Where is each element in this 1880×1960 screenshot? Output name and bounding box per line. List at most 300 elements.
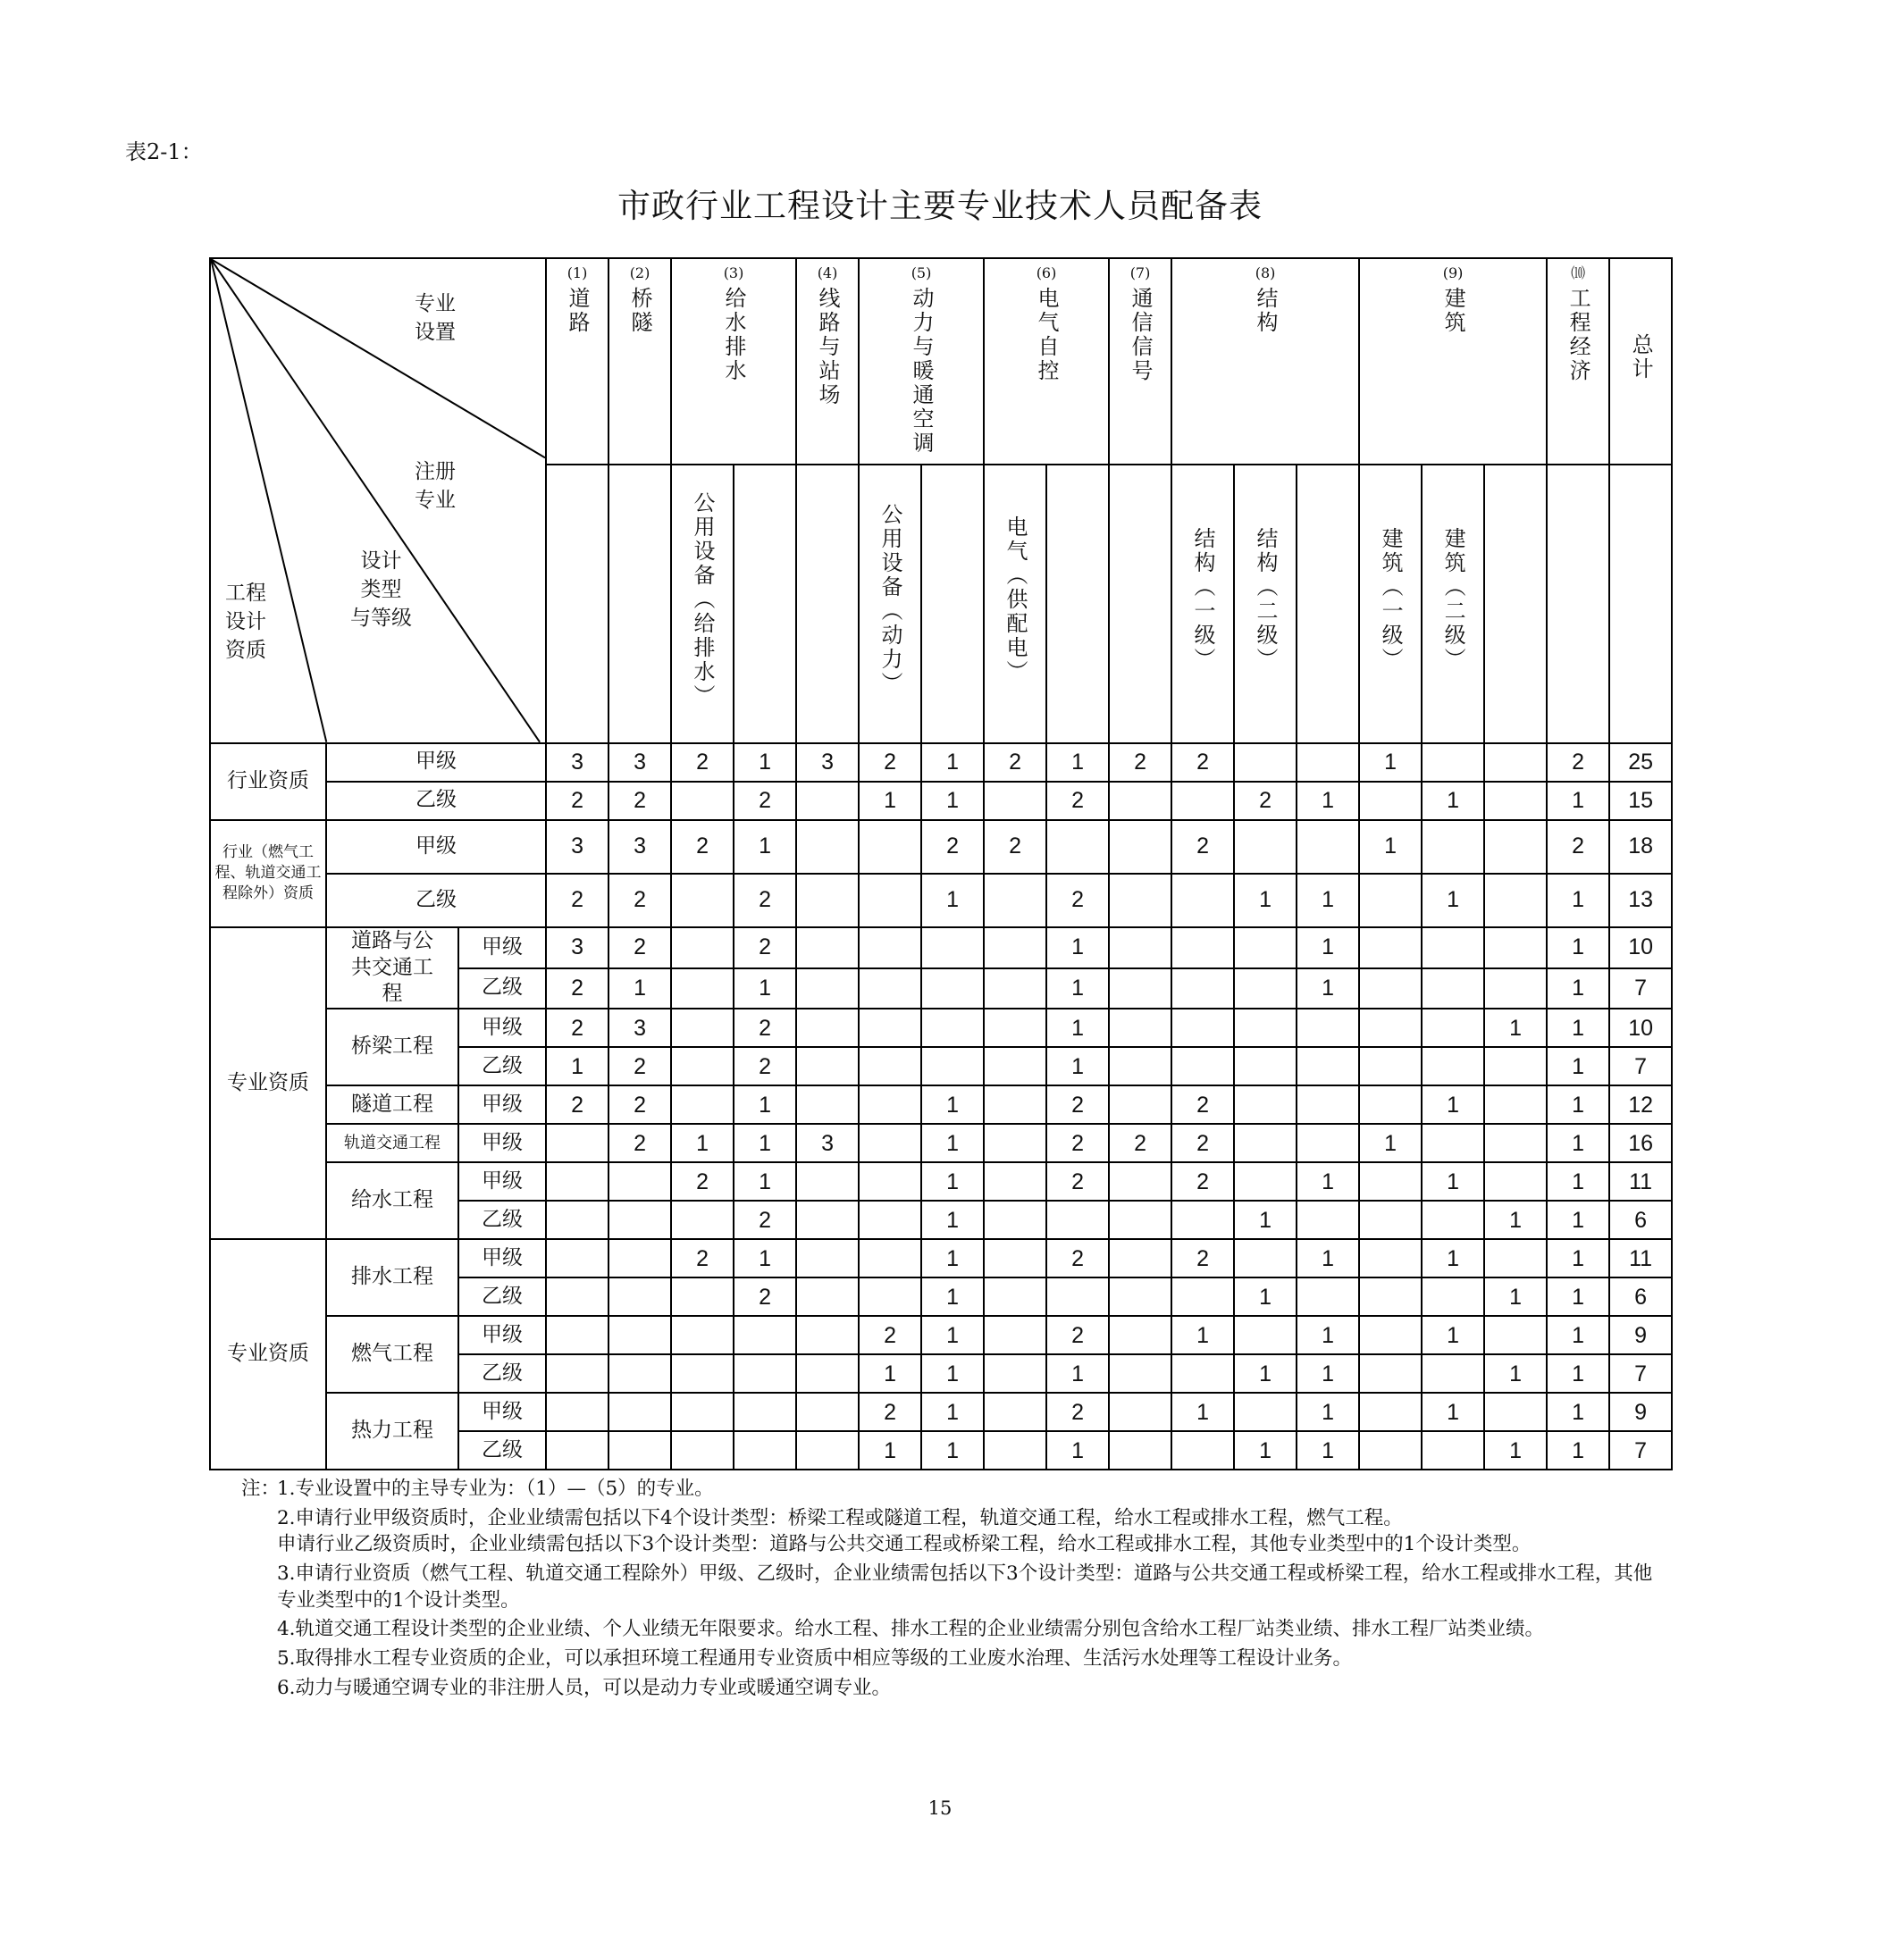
value-cell: 1 [921,1201,984,1239]
value-cell: 1 [1422,782,1484,820]
registered-header [796,465,859,743]
value-cell [1422,1431,1484,1470]
value-cell [546,1316,608,1354]
value-cell [984,968,1046,1009]
major-name: 电气自控 [1034,286,1060,383]
value-cell: 1 [1234,1354,1297,1393]
grade-cell: 乙级 [458,1277,546,1316]
registered-header [1171,465,1234,743]
value-cell [796,1085,859,1124]
value-cell [859,1047,921,1085]
registered-name: 结构（一级） [1190,527,1216,673]
value-cell [984,1201,1046,1239]
value-cell [1359,1047,1422,1085]
value-cell [796,968,859,1009]
registered-header [1547,465,1609,743]
value-cell: 2 [546,1009,608,1047]
value-cell: 3 [608,820,671,874]
value-cell: 1 [1547,1085,1609,1124]
value-cell: 1 [1547,1354,1609,1393]
value-cell [796,927,859,968]
value-cell [1171,874,1234,927]
value-cell [671,1047,734,1085]
major-index: (7) [1129,264,1151,281]
registered-header [1422,465,1484,743]
value-cell [796,874,859,927]
value-cell: 1 [1046,1009,1109,1047]
value-cell [671,1201,734,1239]
grade-cell: 甲级 [458,927,546,968]
major-index: (9) [1442,264,1464,281]
design-type-cell: 桥梁工程 [326,1009,458,1085]
value-cell: 2 [1171,1162,1234,1201]
value-cell: 1 [1484,1431,1547,1470]
value-cell [546,1393,608,1431]
value-cell [734,1431,796,1470]
major-index: (3) [723,264,744,281]
value-cell: 2 [1046,1239,1109,1277]
value-cell [671,968,734,1009]
value-cell: 3 [796,743,859,782]
design-type-cell: 燃气工程 [326,1316,458,1393]
value-cell: 3 [608,1009,671,1047]
value-cell: 2 [608,927,671,968]
table-row [210,743,1672,782]
note-item: 1.专业设置中的主导专业为：（1）—（5）的专业。 [277,1478,714,1500]
value-cell [608,1431,671,1470]
registered-header [984,465,1046,743]
value-cell: 1 [921,1162,984,1201]
value-cell: 2 [671,1239,734,1277]
page-title: 市政行业工程设计主要专业技术人员配备表 [617,187,1263,225]
value-cell: 10 [1609,1009,1672,1047]
value-cell: 2 [734,1201,796,1239]
value-cell [546,1431,608,1470]
value-cell [1359,1431,1422,1470]
design-type-cell: 隧道工程 [326,1085,458,1124]
value-cell [1234,743,1297,782]
value-cell: 1 [921,1124,984,1162]
value-cell [734,1354,796,1393]
value-cell: 2 [608,1085,671,1124]
value-cell [1234,820,1297,874]
grade-cell: 乙级 [326,874,546,927]
value-cell [1359,1239,1422,1277]
value-cell [608,1354,671,1393]
value-cell: 1 [1547,927,1609,968]
value-cell: 1 [1484,1277,1547,1316]
table-row [210,820,1672,874]
value-cell: 1 [921,874,984,927]
value-cell [1422,820,1484,874]
value-cell [796,1239,859,1277]
value-cell: 16 [1609,1124,1672,1162]
value-cell: 1 [921,1393,984,1431]
value-cell: 3 [546,743,608,782]
table-row [210,927,1672,968]
diagonal-lines [211,259,545,742]
value-cell: 1 [1359,820,1422,874]
value-cell [1422,1201,1484,1239]
major-header [546,258,608,465]
design-type-cell: 轨道交通工程 [326,1124,458,1162]
value-cell: 15 [1609,782,1672,820]
value-cell: 13 [1609,874,1672,927]
value-cell [1297,743,1359,782]
label-reg-prof: 注册 专业 [415,460,456,513]
value-cell: 1 [1297,1431,1359,1470]
major-name: 通信信号 [1128,286,1154,383]
value-cell: 1 [921,743,984,782]
grade-cell: 乙级 [458,1354,546,1393]
value-cell [1422,743,1484,782]
value-cell [1109,782,1171,820]
value-cell: 1 [1171,1316,1234,1354]
value-cell: 1 [734,968,796,1009]
value-cell [1046,1201,1109,1239]
note-item: 6.动力与暖通空调专业的非注册人员，可以是动力专业或暖通空调专业。 [277,1676,892,1699]
value-cell [984,1009,1046,1047]
value-cell: 3 [796,1124,859,1162]
value-cell [1297,1085,1359,1124]
registered-header [608,465,671,743]
registered-name: 建筑（一级） [1378,527,1404,673]
value-cell [608,1162,671,1201]
value-cell [1109,874,1171,927]
value-cell: 11 [1609,1162,1672,1201]
value-cell [1109,1201,1171,1239]
value-cell [608,1393,671,1431]
value-cell [1484,1316,1547,1354]
grade-cell: 乙级 [458,1201,546,1239]
major-index: (8) [1255,264,1276,281]
value-cell [1109,1162,1171,1201]
registered-header [1484,465,1547,743]
value-cell [671,1009,734,1047]
value-cell: 1 [1046,743,1109,782]
table-row [210,1162,1672,1201]
value-cell [1171,968,1234,1009]
value-cell [1234,1009,1297,1047]
value-cell: 2 [734,782,796,820]
value-cell [1484,1085,1547,1124]
value-cell [1359,874,1422,927]
value-cell [1109,968,1171,1009]
value-cell: 2 [608,1124,671,1162]
value-cell: 18 [1609,820,1672,874]
value-cell: 1 [1422,1393,1484,1431]
note-item: 2.申请行业甲级资质时，企业业绩需包括以下4个设计类型：桥梁工程或隧道工程，轨道交通工程，给水工程或排水工程，燃气工程。 [277,1506,1403,1529]
value-cell [1484,1239,1547,1277]
note-item: 3.申请行业资质（燃气工程、轨道交通工程除外）甲级、乙级时，企业业绩需包括以下3个设计类型：道路与公共交通工程或桥梁工程，给水工程或排水工程，其他专业类型中的1个设计类型。 [277,1562,1653,1612]
value-cell: 2 [859,1316,921,1354]
table-caption: 表2-1： [125,139,203,164]
grade-cell: 甲级 [458,1393,546,1431]
value-cell [796,820,859,874]
value-cell [1422,1047,1484,1085]
value-cell: 2 [1046,1393,1109,1431]
value-cell [984,1277,1046,1316]
value-cell: 2 [671,1162,734,1201]
grade-cell: 乙级 [458,1047,546,1085]
label-design-type: 设计 类型 与等级 [350,549,412,631]
notes-label: 注： [241,1478,281,1500]
value-cell [1234,1316,1297,1354]
value-cell: 1 [921,1085,984,1124]
value-cell [546,1277,608,1316]
value-cell [608,1239,671,1277]
value-cell: 1 [1547,1124,1609,1162]
value-cell: 1 [1484,1009,1547,1047]
label-prof-setting: 专业 设置 [415,292,456,345]
value-cell [796,782,859,820]
value-cell [859,1162,921,1201]
value-cell: 2 [734,874,796,927]
value-cell [1234,1393,1297,1431]
value-cell: 1 [1547,1009,1609,1047]
value-cell: 2 [1171,820,1234,874]
value-cell: 1 [1234,874,1297,927]
value-cell: 7 [1609,1354,1672,1393]
value-cell [671,874,734,927]
value-cell: 6 [1609,1201,1672,1239]
value-cell: 1 [1234,1431,1297,1470]
major-name: 动力与暖通空调 [909,286,935,456]
value-cell [734,1316,796,1354]
value-cell [608,1316,671,1354]
value-cell [1422,1124,1484,1162]
value-cell: 11 [1609,1239,1672,1277]
value-cell: 2 [1109,743,1171,782]
value-cell [1171,1047,1234,1085]
value-cell: 1 [1297,874,1359,927]
value-cell [984,1085,1046,1124]
value-cell [1359,1316,1422,1354]
registered-name: 建筑（二级） [1440,527,1466,673]
value-cell [859,1277,921,1316]
value-cell [1234,1239,1297,1277]
value-cell [1484,927,1547,968]
header-row-majors [210,258,1672,465]
value-cell: 1 [1547,1277,1609,1316]
value-cell [1109,1277,1171,1316]
registered-header [546,465,608,743]
value-cell: 2 [671,820,734,874]
value-cell: 1 [1547,968,1609,1009]
value-cell [796,1316,859,1354]
value-cell [796,1431,859,1470]
value-cell [1171,1431,1234,1470]
value-cell: 1 [608,968,671,1009]
value-cell [1359,1393,1422,1431]
value-cell: 2 [921,820,984,874]
value-cell [859,927,921,968]
value-cell: 3 [546,927,608,968]
value-cell: 1 [1046,1431,1109,1470]
registered-name: 公用设备（给排水） [690,490,716,708]
grade-cell: 甲级 [458,1085,546,1124]
value-cell: 1 [1547,1201,1609,1239]
value-cell [734,1393,796,1431]
value-cell: 2 [734,1277,796,1316]
value-cell [1422,1354,1484,1393]
value-cell [1359,1009,1422,1047]
table-row [210,1085,1672,1124]
major-header [1547,258,1609,465]
value-cell [1234,1124,1297,1162]
value-cell [1484,782,1547,820]
value-cell: 1 [1422,1239,1484,1277]
registered-name: 公用设备（动力） [877,503,903,697]
value-cell: 2 [984,820,1046,874]
value-cell: 1 [1234,1201,1297,1239]
value-cell: 10 [1609,927,1672,968]
value-cell [1297,820,1359,874]
value-cell [1234,1085,1297,1124]
value-cell: 2 [671,743,734,782]
value-cell [984,782,1046,820]
value-cell: 1 [1297,968,1359,1009]
grade-cell: 甲级 [458,1124,546,1162]
value-cell: 2 [734,1047,796,1085]
value-cell: 1 [734,1085,796,1124]
major-index: (6) [1036,264,1057,281]
value-cell [1484,1124,1547,1162]
value-cell [1234,1047,1297,1085]
major-header [671,258,796,465]
note-item: 4.轨道交通工程设计类型的企业业绩、个人业绩无年限要求。给水工程、排水工程的企业业绩需分别包含给水工程厂站类业绩、排水工程厂站类业绩。 [277,1618,1545,1641]
value-cell: 1 [1547,1316,1609,1354]
value-cell [546,1124,608,1162]
value-cell [859,968,921,1009]
grade-cell: 甲级 [326,743,546,782]
grade-cell: 乙级 [326,782,546,820]
value-cell: 1 [1297,1239,1359,1277]
design-type-cell: 热力工程 [326,1393,458,1470]
grade-cell: 甲级 [326,820,546,874]
notes [241,1476,1671,1704]
value-cell: 1 [1046,927,1109,968]
value-cell [1234,927,1297,968]
value-cell [984,1239,1046,1277]
value-cell: 1 [1547,1047,1609,1085]
value-cell [984,1124,1046,1162]
value-cell: 2 [546,782,608,820]
value-cell: 2 [1046,1124,1109,1162]
value-cell [1359,1354,1422,1393]
value-cell [796,1047,859,1085]
value-cell: 2 [1171,1239,1234,1277]
value-cell [671,1277,734,1316]
value-cell [1171,1201,1234,1239]
major-name: 给水排水 [721,286,747,383]
value-cell [1171,1354,1234,1393]
value-cell: 1 [1359,743,1422,782]
value-cell [1422,1009,1484,1047]
value-cell [984,927,1046,968]
major-name: 桥隧 [627,286,653,335]
value-cell [1484,820,1547,874]
value-cell [1046,820,1109,874]
value-cell: 7 [1609,1431,1672,1470]
design-type-cell: 道路与公共交通工程 [326,927,458,1009]
value-cell: 6 [1609,1277,1672,1316]
value-cell: 1 [546,1047,608,1085]
value-cell: 2 [859,1393,921,1431]
value-cell [546,1354,608,1393]
value-cell: 12 [1609,1085,1672,1124]
value-cell: 1 [1046,1354,1109,1393]
value-cell: 2 [546,968,608,1009]
registered-header [1359,465,1422,743]
value-cell: 2 [1234,782,1297,820]
value-cell [671,782,734,820]
qualification-group: 行业资质 [210,743,326,820]
registered-header [671,465,734,743]
value-cell [1171,1009,1234,1047]
value-cell [1109,1239,1171,1277]
value-cell: 2 [1046,1162,1109,1201]
value-cell [859,1009,921,1047]
value-cell [1297,1009,1359,1047]
registered-header [734,465,796,743]
corner-cell [210,258,546,743]
value-cell: 1 [734,743,796,782]
value-cell: 1 [1297,1393,1359,1431]
value-cell [1484,1393,1547,1431]
value-cell: 2 [608,782,671,820]
value-cell: 1 [1547,782,1609,820]
major-index: (2) [629,264,650,281]
value-cell [1109,1047,1171,1085]
value-cell [1297,1201,1359,1239]
value-cell: 2 [1547,820,1609,874]
value-cell [1109,1085,1171,1124]
total-label: 总计 [1628,332,1654,381]
note-item: 5.取得排水工程专业资质的企业，可以承担环境工程通用专业资质中相应等级的工业废水治理、生活污水处理等工程设计业务。 [277,1646,1353,1670]
value-cell [1359,927,1422,968]
value-cell: 1 [921,1316,984,1354]
value-cell [984,1047,1046,1085]
registered-name: 电气（供配电） [1003,515,1028,684]
value-cell [1109,1431,1171,1470]
value-cell [1109,1316,1171,1354]
value-cell: 2 [1046,874,1109,927]
page-number: 15 [927,1797,953,1819]
value-cell [984,1162,1046,1201]
value-cell [546,1239,608,1277]
value-cell: 1 [734,1162,796,1201]
major-header [796,258,859,465]
table-row [210,1124,1672,1162]
value-cell [671,1431,734,1470]
note-item: 申请行业乙级资质时，企业业绩需包括以下3个设计类型：道路与公共交通工程或桥梁工程，给水工程或排水工程，其他专业类型中的1个设计类型。 [277,1533,1532,1556]
value-cell: 1 [921,1277,984,1316]
value-cell: 1 [1422,1085,1484,1124]
value-cell: 2 [608,874,671,927]
major-name: 结构 [1253,286,1279,335]
value-cell [1234,1162,1297,1201]
value-cell: 9 [1609,1393,1672,1431]
value-cell [1422,1277,1484,1316]
value-cell: 1 [1171,1393,1234,1431]
value-cell [1484,874,1547,927]
value-cell: 2 [546,874,608,927]
major-name: 道路 [565,286,591,335]
value-cell [1359,1162,1422,1201]
value-cell: 2 [734,927,796,968]
value-cell: 1 [734,1239,796,1277]
